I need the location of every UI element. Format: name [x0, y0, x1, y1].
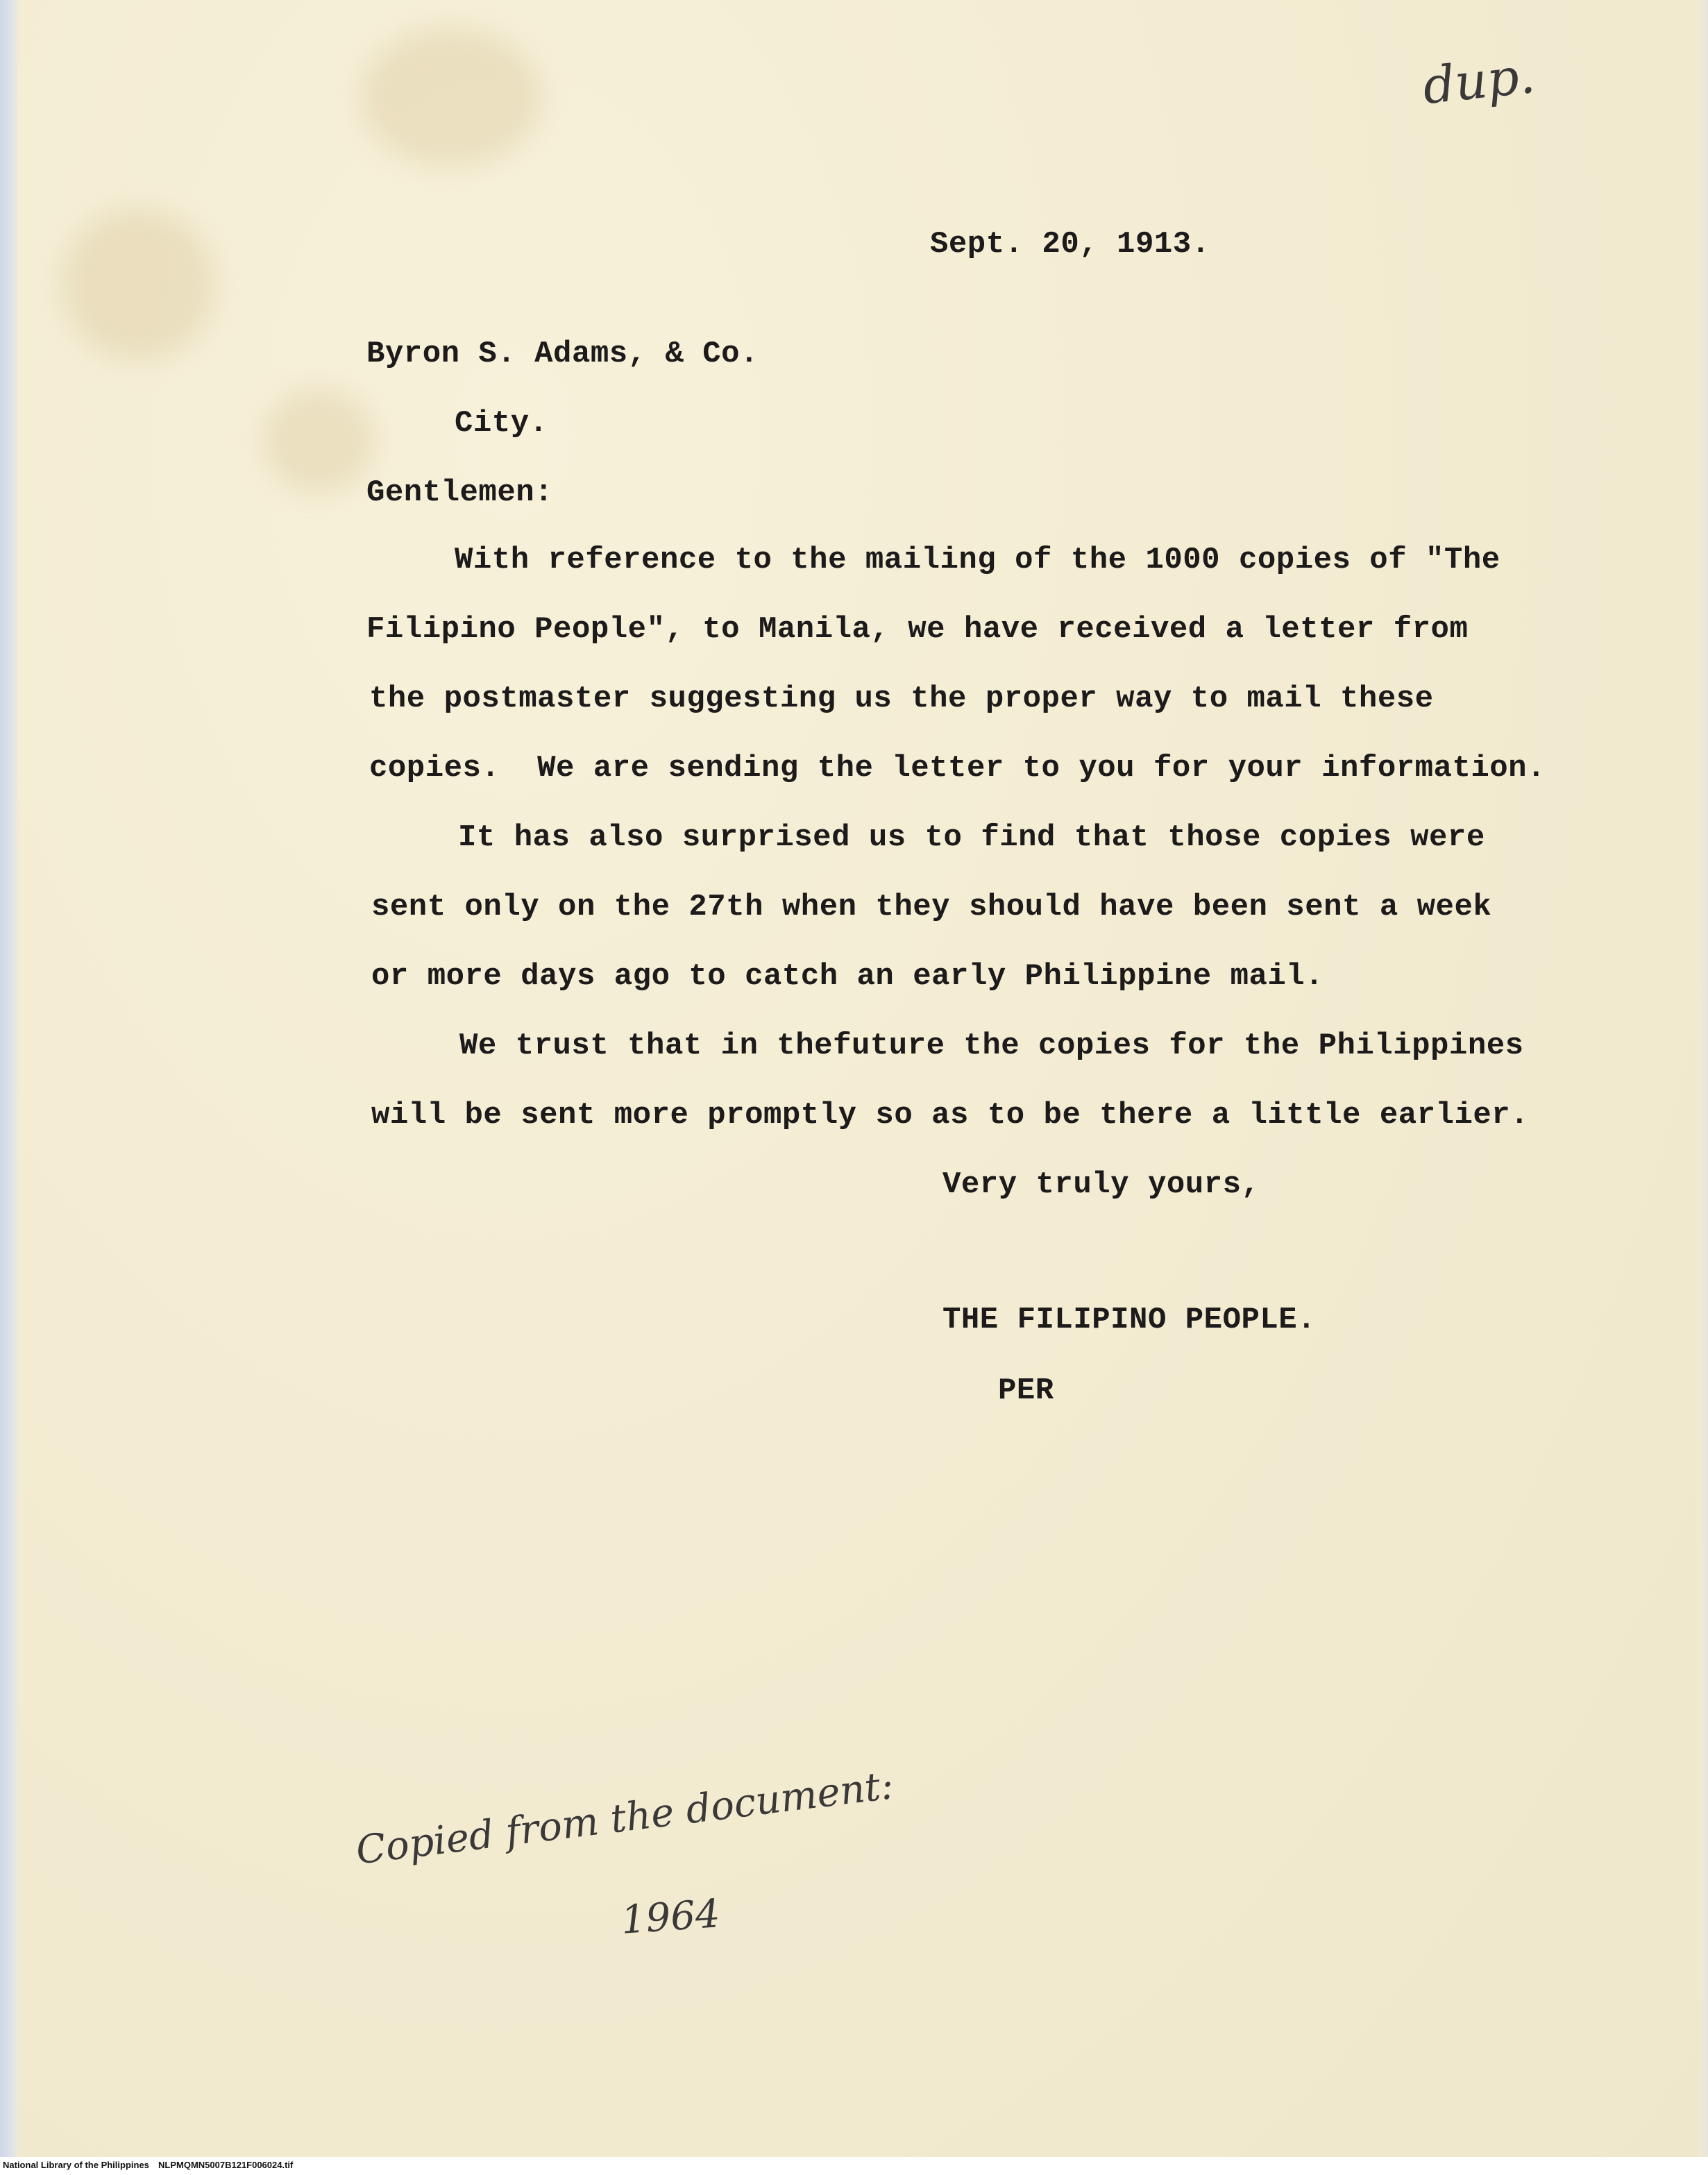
handwritten-copied-note: Copied from the document: — [353, 1763, 896, 1874]
body-line: With reference to the mailing of the 1000 copies of "The — [455, 543, 1500, 577]
signature-per: PER — [998, 1373, 1054, 1408]
paper-stain — [62, 208, 215, 361]
recipient-city: City. — [455, 406, 548, 441]
paper-stain — [361, 28, 541, 167]
scan-right-edge — [1698, 0, 1708, 2175]
footer-file-id: NLPMQMN5007B121F006024.tif — [158, 2160, 294, 2170]
handwritten-year-note: 1964 — [619, 1891, 722, 1943]
paper-stain — [264, 389, 375, 493]
body-line: the postmaster suggesting us the proper way to mail these — [369, 682, 1434, 716]
body-line: It has also surprised us to find that those copies were — [458, 820, 1485, 855]
scan-footer — [0, 2157, 1708, 2175]
body-line: Filipino People", to Manila, we have received a letter from — [366, 612, 1469, 647]
body-line: or more days ago to catch an early Philippine mail. — [371, 959, 1324, 994]
scan-left-edge — [0, 0, 18, 2175]
recipient-name: Byron S. Adams, & Co. — [366, 337, 759, 371]
body-line: will be sent more promptly so as to be there a little earlier. — [371, 1098, 1530, 1133]
handwritten-dup-note: dup. — [1420, 45, 1538, 116]
closing: Very truly yours, — [942, 1167, 1260, 1202]
body-line: sent only on the 27th when they should have been sent a week — [371, 890, 1492, 924]
salutation: Gentlemen: — [366, 475, 554, 510]
body-line: copies. We are sending the letter to you for your information. — [369, 751, 1546, 786]
signature-organization: THE FILIPINO PEOPLE. — [942, 1303, 1317, 1337]
letter-date: Sept. 20, 1913. — [930, 227, 1210, 262]
footer-library: National Library of the Philippines — [3, 2160, 149, 2170]
body-line: We trust that in thefuture the copies for the Philippines — [459, 1029, 1524, 1063]
